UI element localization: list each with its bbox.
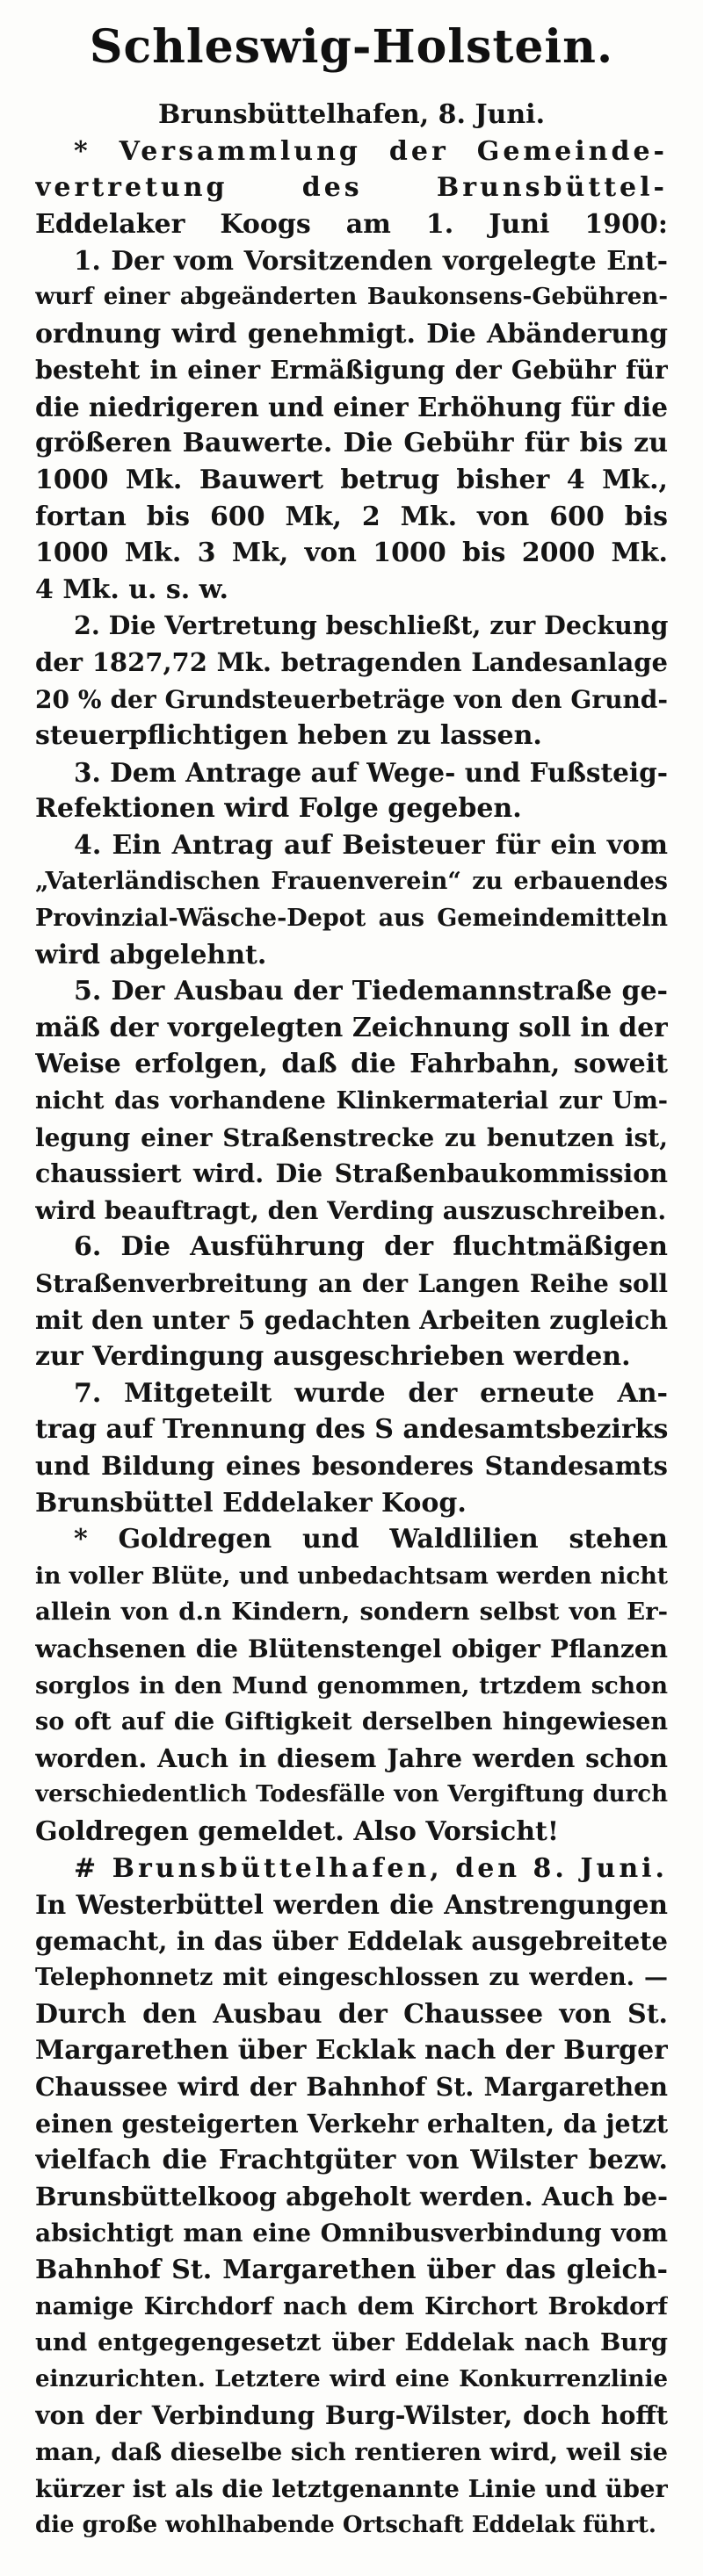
- text-line: mit den unter 5 gedachten Arbeiten zugleich: [35, 1304, 668, 1335]
- text-line: in voller Blüte, und unbedachtsam werden nicht: [35, 1562, 668, 1590]
- text-line: die große wohlhabende Ortschaft Eddelak führt.: [35, 2512, 656, 2539]
- text-line: Eddelaker Koogs am 1. Juni 1900:: [35, 208, 668, 240]
- text-line: 20 % der Grundsteuerbeträge von den Grund-: [35, 684, 668, 714]
- text-line: wird abgelehnt.: [35, 939, 267, 971]
- text-line: wurf einer abgeänderten Baukonsens-Gebühren-: [35, 283, 668, 310]
- text-line: Refektionen wird Folge gegeben.: [35, 793, 522, 825]
- text-line: legung einer Straßenstrecke zu benutzen ist,: [35, 1122, 668, 1152]
- section-heading: Schleswig-Holstein.: [89, 20, 614, 74]
- text-line: namige Kirchdorf nach dem Kirchort Brokdorf: [35, 2292, 668, 2320]
- text-line: und entgegengesetzt über Eddelak nach Burg: [35, 2328, 668, 2357]
- text-line: Weise erfolgen, daß die Fahrbahn, soweit: [35, 1049, 668, 1080]
- text-line: vertretung des Brunsbüttel-: [35, 172, 668, 204]
- text-line: 1000 Mk. 3 Mk, von 1000 bis 2000 Mk.: [35, 538, 668, 569]
- text-line: trag auf Trennung des S andesamtsbezirks: [35, 1414, 668, 1446]
- text-line: sorglos in den Mund genommen, trtzdem schon: [35, 1671, 668, 1699]
- text-line: „Vaterländischen Frauenverein“ zu erbauendes: [35, 868, 668, 896]
- text-line: von der Verbindung Burg-Wilster, doch hofft: [35, 2400, 668, 2431]
- text-line: Goldregen gemeldet. Also Vorsicht!: [35, 1815, 560, 1847]
- text-line: 1000 Mk. Bauwert betrug bisher 4 Mk.,: [35, 464, 668, 495]
- text-line: absichtigt man eine Omnibusverbindung vom: [35, 2219, 668, 2248]
- text-line: und Bildung eines besonderes Standesamts: [35, 1450, 668, 1481]
- text-line: vielfach die Frachtgüter von Wilster bezw.: [35, 2145, 668, 2176]
- text-line: besteht in einer Ermäßigung der Gebühr für: [35, 355, 668, 386]
- text-line: 4. Ein Antrag auf Beisteuer für ein vom: [74, 829, 668, 861]
- text-line: 2. Die Vertretung beschließt, zur Deckung: [74, 610, 668, 641]
- dateline: Brunsbüttelhafen, 8. Juni.: [157, 99, 546, 130]
- text-line: steuerpflichtigen heben zu lassen.: [35, 720, 542, 752]
- text-line: die niedrigeren und einer Erhöhung für die: [35, 391, 668, 422]
- text-line: nicht das vorhandene Klinkermaterial zur Um-: [35, 1087, 668, 1115]
- text-line: 7. Mitgeteilt wurde der erneute An-: [74, 1377, 668, 1409]
- text-line: Margarethen über Ecklak nach der Burger: [35, 2035, 668, 2067]
- text-line: Straßenverbreitung an der Langen Reihe soll: [35, 1269, 668, 1298]
- text-line: Brunsbüttel Eddelaker Koog.: [35, 1487, 467, 1519]
- text-line: 4 Mk. u. s. w.: [35, 574, 228, 605]
- text-line: 1. Der vom Vorsitzenden vorgelegte Ent-: [74, 245, 668, 277]
- text-line: verschiedentlich Todesfälle von Vergiftung durch: [35, 1781, 668, 1808]
- text-line: Bahnhof St. Margarethen über das gleich-: [35, 2255, 668, 2286]
- text-line: 6. Die Ausführung der fluchtmäßigen: [74, 1231, 668, 1263]
- text-line: wird beauftragt, den Verding auszuschreiben.: [35, 1195, 667, 1225]
- text-line: Brunsbüttelkoog abgeholt werden. Auch be-: [35, 2181, 668, 2212]
- article-column: [35, 97, 668, 2544]
- text-line: Telephonnetz mit eingeschlossen zu werden. —: [35, 1964, 668, 1992]
- text-line: fortan bis 600 Mk, 2 Mk. von 600 bis: [35, 501, 668, 532]
- text-line: ordnung wird genehmigt. Die Abänderung: [35, 318, 668, 350]
- text-line: einen gesteigerten Verkehr erhalten, da jetzt: [35, 2108, 668, 2139]
- text-line: Provinzial-Wäsche-Depot aus Gemeindemitteln: [35, 905, 668, 933]
- text-line: Durch den Ausbau der Chaussee von St.: [35, 1998, 668, 2030]
- text-line: man, daß dieselbe sich rentieren wird, weil sie: [35, 2438, 668, 2466]
- text-line: der 1827,72 Mk. betragenden Landesanlage: [35, 646, 668, 677]
- text-line: worden. Auch in diesem Jahre werden schon: [35, 1743, 668, 1773]
- text-line: größeren Bauwerte. Die Gebühr für bis zu: [35, 428, 668, 459]
- text-line: allein von d.n Kindern, sondern selbst von Er-: [35, 1598, 668, 1627]
- text-line: 3. Dem Antrage auf Wege- und Fußsteig-: [74, 756, 668, 788]
- text-line: * Versammlung der Gemeinde-: [74, 135, 668, 167]
- dateline-2: # Brunsbüttelhafen, den 8. Juni.: [74, 1852, 668, 1884]
- text-line: einzurichten. Letztere wird eine Konkurrenzlinie: [35, 2365, 668, 2392]
- text-line: gemacht, in das über Eddelak ausgebreitete: [35, 1925, 668, 1956]
- text-line: In Westerbüttel werden die Anstrengungen: [35, 1889, 668, 1921]
- text-line: * Goldregen und Waldlilien stehen: [74, 1524, 668, 1555]
- text-line: so oft auf die Giftigkeit derselben hingewiesen: [35, 1708, 668, 1736]
- text-line: 5. Der Ausbau der Tiedemannstraße ge-: [74, 976, 668, 1007]
- text-line: Chaussee wird der Bahnhof St. Margarethen: [35, 2072, 668, 2103]
- text-line: kürzer ist als die letztgenannte Linie und über: [35, 2474, 668, 2503]
- text-line: zur Verdingung ausgeschrieben werden.: [35, 1341, 631, 1373]
- text-line: chaussiert wird. Die Straßenbaukommission: [35, 1158, 668, 1189]
- text-line: mäß der vorgelegten Zeichnung soll in der: [35, 1012, 668, 1043]
- text-line: wachsenen die Blütenstengel obiger Pflanzen: [35, 1634, 668, 1663]
